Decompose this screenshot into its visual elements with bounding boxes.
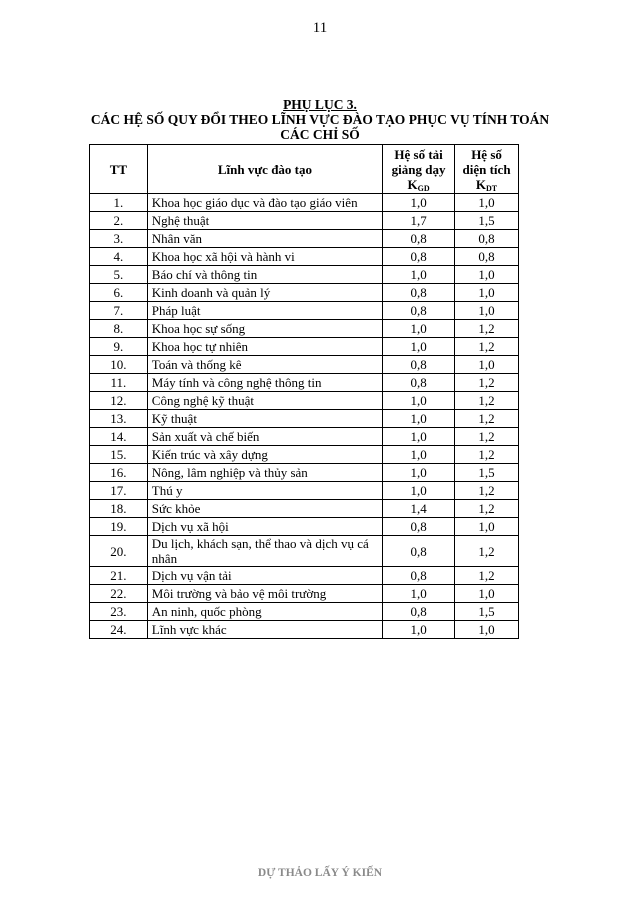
row-field: An ninh, quốc phòng — [147, 603, 382, 621]
row-tt: 23. — [90, 603, 148, 621]
row-kgd: 0,8 — [383, 603, 455, 621]
row-kdt: 1,2 — [455, 446, 519, 464]
table-row — [90, 212, 519, 230]
table-row — [90, 302, 519, 320]
appendix-subtitle-line1: CÁC HỆ SỐ QUY ĐỔI THEO LĨNH VỰC ĐÀO TẠO PHỤC VỤ TÍNH TOÁN — [90, 112, 550, 127]
row-kgd: 1,0 — [383, 392, 455, 410]
row-kdt: 1,0 — [455, 284, 519, 302]
table-body — [90, 194, 519, 639]
row-field: Kinh doanh và quản lý — [147, 284, 382, 302]
row-tt: 7. — [90, 302, 148, 320]
row-tt: 1. — [90, 194, 148, 212]
row-field: Khoa học giáo dục và đào tạo giáo viên — [147, 194, 382, 212]
row-kdt: 1,0 — [455, 518, 519, 536]
row-tt: 15. — [90, 446, 148, 464]
row-field: Nhân văn — [147, 230, 382, 248]
table-row — [90, 266, 519, 284]
row-kdt: 1,0 — [455, 356, 519, 374]
header-kdt-subscript: DT — [486, 183, 498, 193]
row-kgd: 1,0 — [383, 428, 455, 446]
table-row — [90, 284, 519, 302]
table-row — [90, 338, 519, 356]
row-kdt: 1,2 — [455, 374, 519, 392]
row-tt: 24. — [90, 621, 148, 639]
row-kgd: 1,4 — [383, 500, 455, 518]
table-row — [90, 446, 519, 464]
row-field: Sức khỏe — [147, 500, 382, 518]
row-field: Pháp luật — [147, 302, 382, 320]
row-kdt: 1,5 — [455, 464, 519, 482]
table-row — [90, 356, 519, 374]
table-row — [90, 320, 519, 338]
row-kgd: 1,0 — [383, 266, 455, 284]
row-tt: 22. — [90, 585, 148, 603]
row-kdt: 1,0 — [455, 266, 519, 284]
row-kdt: 1,2 — [455, 536, 519, 567]
row-field: Dịch vụ xã hội — [147, 518, 382, 536]
table-row — [90, 410, 519, 428]
table-row — [90, 518, 519, 536]
header-kdt-line2: diện tích — [462, 161, 511, 177]
row-kgd: 0,8 — [383, 374, 455, 392]
table-row — [90, 621, 519, 639]
row-kdt: 1,0 — [455, 302, 519, 320]
row-tt: 4. — [90, 248, 148, 266]
header-field: Lĩnh vực đào tạo — [147, 145, 382, 194]
row-kdt: 1,2 — [455, 410, 519, 428]
row-kdt: 1,0 — [455, 194, 519, 212]
row-kdt: 1,2 — [455, 482, 519, 500]
header-kgd-line1: Hệ số tải — [394, 146, 443, 162]
row-kdt: 1,2 — [455, 567, 519, 585]
table-row — [90, 392, 519, 410]
row-field: Công nghệ kỹ thuật — [147, 392, 382, 410]
row-kdt: 1,2 — [455, 320, 519, 338]
row-kgd: 1,0 — [383, 410, 455, 428]
row-tt: 19. — [90, 518, 148, 536]
row-kdt: 1,0 — [455, 621, 519, 639]
header-kgd-subscript: GD — [417, 183, 430, 193]
row-kgd: 0,8 — [383, 230, 455, 248]
draft-footer: DỰ THẢO LẤY Ý KIẾN — [257, 867, 383, 879]
row-tt: 21. — [90, 567, 148, 585]
row-kgd: 1,0 — [383, 320, 455, 338]
row-kdt: 0,8 — [455, 248, 519, 266]
row-tt: 10. — [90, 356, 148, 374]
table-row — [90, 585, 519, 603]
appendix-heading — [60, 97, 580, 142]
row-kdt: 1,2 — [455, 392, 519, 410]
row-kgd: 1,0 — [383, 194, 455, 212]
table-row — [90, 536, 519, 567]
header-kgd-line2: giảng dạy — [391, 161, 446, 177]
row-tt: 16. — [90, 464, 148, 482]
row-kgd: 0,8 — [383, 302, 455, 320]
header-kdt-line1: Hệ số — [471, 146, 502, 162]
row-field: Khoa học xã hội và hành vi — [147, 248, 382, 266]
header-kgd — [383, 145, 455, 194]
coefficient-table — [89, 144, 519, 639]
row-tt: 8. — [90, 320, 148, 338]
row-tt: 2. — [90, 212, 148, 230]
row-kgd: 1,7 — [383, 212, 455, 230]
row-kgd: 0,8 — [383, 518, 455, 536]
row-kgd: 1,0 — [383, 446, 455, 464]
row-tt: 17. — [90, 482, 148, 500]
table-row — [90, 374, 519, 392]
row-kgd: 0,8 — [383, 356, 455, 374]
row-tt: 12. — [90, 392, 148, 410]
row-kgd: 1,0 — [383, 621, 455, 639]
row-field: Thú y — [147, 482, 382, 500]
row-field: Kiến trúc và xây dựng — [147, 446, 382, 464]
row-field: Báo chí và thông tin — [147, 266, 382, 284]
row-kdt: 1,2 — [455, 338, 519, 356]
row-field: Toán và thống kê — [147, 356, 382, 374]
table-row — [90, 567, 519, 585]
row-kgd: 1,0 — [383, 464, 455, 482]
row-field: Khoa học tự nhiên — [147, 338, 382, 356]
page-number: 11 — [312, 20, 328, 36]
row-kdt: 1,2 — [455, 428, 519, 446]
row-kdt: 1,5 — [455, 603, 519, 621]
row-tt: 13. — [90, 410, 148, 428]
row-kdt: 1,0 — [455, 585, 519, 603]
table-row — [90, 428, 519, 446]
row-kgd: 0,8 — [383, 284, 455, 302]
row-kgd: 1,0 — [383, 338, 455, 356]
row-tt: 9. — [90, 338, 148, 356]
table-row — [90, 248, 519, 266]
row-tt: 3. — [90, 230, 148, 248]
header-tt: TT — [90, 145, 148, 194]
row-tt: 18. — [90, 500, 148, 518]
row-field: Khoa học sự sống — [147, 320, 382, 338]
table-row — [90, 194, 519, 212]
row-field: Lĩnh vực khác — [147, 621, 382, 639]
row-tt: 6. — [90, 284, 148, 302]
header-kdt-symbol: K — [475, 176, 487, 192]
row-kgd: 0,8 — [383, 536, 455, 567]
table-row — [90, 230, 519, 248]
table-row — [90, 464, 519, 482]
row-field: Môi trường và bảo vệ môi trường — [147, 585, 382, 603]
header-kgd-symbol: K — [407, 176, 418, 192]
appendix-title: PHỤ LỤC 3. — [283, 97, 357, 112]
row-kgd: 0,8 — [383, 248, 455, 266]
row-kdt: 1,2 — [455, 500, 519, 518]
row-field: Kỹ thuật — [147, 410, 382, 428]
table-row — [90, 603, 519, 621]
row-tt: 11. — [90, 374, 148, 392]
row-kdt: 0,8 — [455, 230, 519, 248]
header-kdt — [455, 145, 519, 194]
row-field: Nghệ thuật — [147, 212, 382, 230]
row-kgd: 1,0 — [383, 482, 455, 500]
row-field: Dịch vụ vận tải — [147, 567, 382, 585]
row-field: Sản xuất và chế biến — [147, 428, 382, 446]
row-tt: 14. — [90, 428, 148, 446]
row-kdt: 1,5 — [455, 212, 519, 230]
row-field: Du lịch, khách sạn, thể thao và dịch vụ cá nhân — [147, 536, 382, 567]
row-field: Nông, lâm nghiệp và thủy sản — [147, 464, 382, 482]
row-field: Máy tính và công nghệ thông tin — [147, 374, 382, 392]
table-header-row — [90, 145, 519, 194]
row-kgd: 1,0 — [383, 585, 455, 603]
row-kgd: 0,8 — [383, 567, 455, 585]
row-tt: 20. — [90, 536, 148, 567]
row-tt: 5. — [90, 266, 148, 284]
table-row — [90, 482, 519, 500]
appendix-subtitle-line2: CÁC CHỈ SỐ — [280, 127, 360, 142]
table-row — [90, 500, 519, 518]
